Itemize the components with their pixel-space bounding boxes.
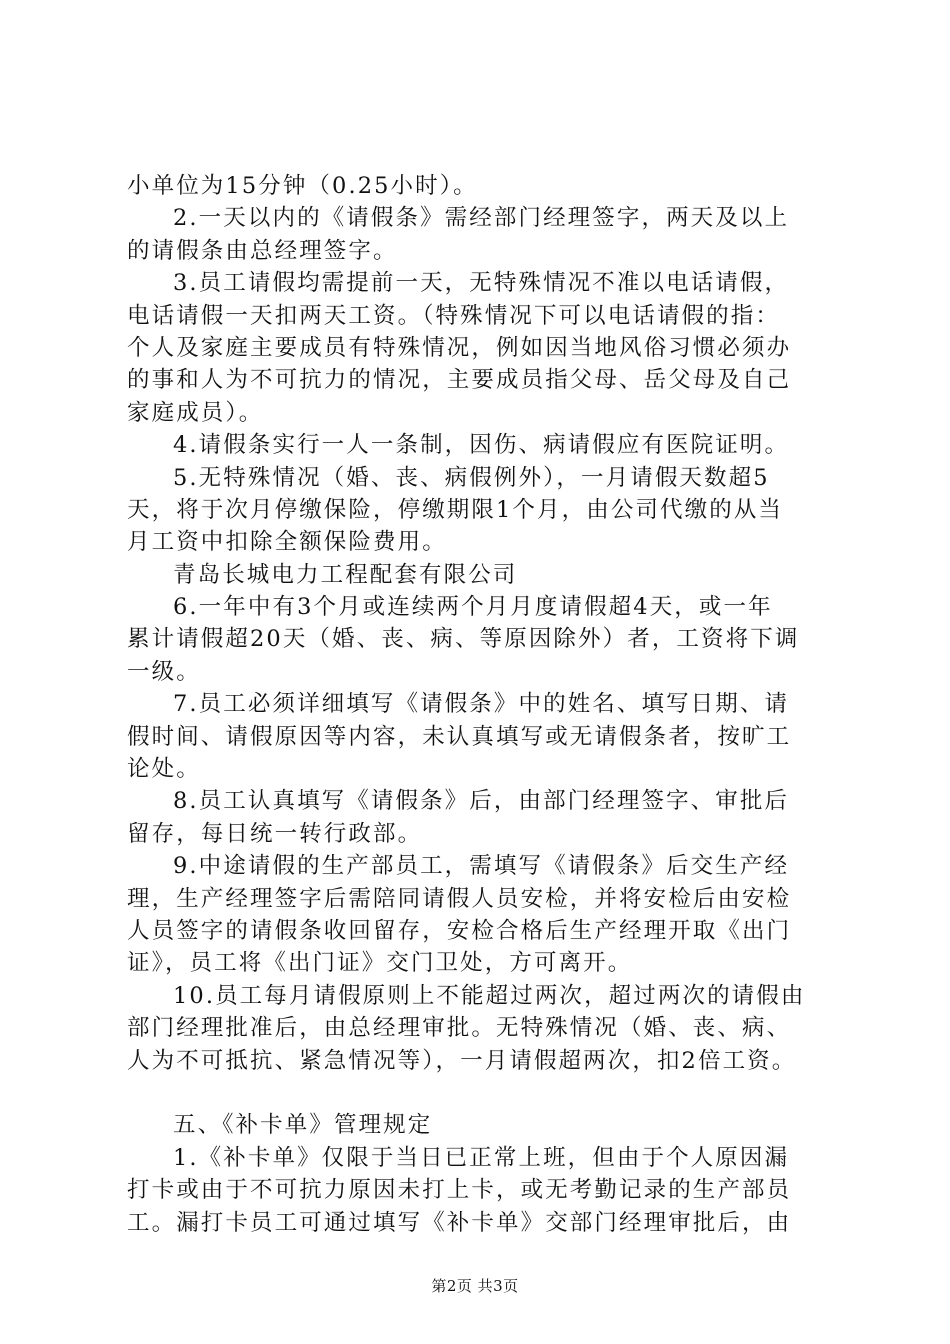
text-line: 理，生产经理签字后需陪同请假人员安检，并将安检后由安检 — [127, 885, 792, 912]
text-line: 1.《补卡单》仅限于当日已正常上班，但由于个人原因漏 — [173, 1144, 790, 1171]
text-line: 电话请假一天扣两天工资。（特殊情况下可以电话请假的指： — [127, 302, 780, 329]
text-line: 论处。 — [127, 756, 201, 783]
document-body — [127, 170, 837, 1239]
company-name: 青岛长城电力工程配套有限公司 — [173, 561, 518, 588]
text-line: 人为不可抵抗、紧急情况等），一月请假超两次，扣2倍工资。 — [127, 1047, 797, 1074]
text-line: 的请假条由总经理签字。 — [127, 237, 398, 264]
text-line: 部门经理批准后，由总经理审批。无特殊情况（婚、丧、病、 — [127, 1015, 792, 1042]
page-number: 第2页 共3页 — [431, 1277, 519, 1295]
text-line: 人员签字的请假条收回留存，安检合格后生产经理开取《出门 — [127, 917, 792, 944]
text-line: 累计请假超20天（婚、丧、病、等原因除外）者，工资将下调 — [127, 626, 800, 653]
text-line: 工。漏打卡员工可通过填写《补卡单》交部门经理审批后，由 — [127, 1209, 792, 1236]
text-line: 5.无特殊情况（婚、丧、病假例外），一月请假天数超5 — [173, 464, 770, 491]
text-line: 证》，员工将《出门证》交门卫处，方可离开。 — [127, 950, 633, 977]
text-line: 家庭成员）。 — [127, 399, 264, 426]
text-line: 7.员工必须详细填写《请假条》中的姓名、填写日期、请 — [173, 691, 790, 718]
text-line: 一级。 — [127, 658, 201, 685]
text-line: 8.员工认真填写《请假条》后，由部门经理签字、审批后 — [173, 788, 790, 815]
paragraph-gap — [127, 1077, 837, 1109]
text-line: 2.一天以内的《请假条》需经部门经理签字，两天及以上 — [173, 205, 790, 232]
text-line: 个人及家庭主要成员有特殊情况，例如因当地风俗习惯必须办 — [127, 334, 792, 361]
text-line: 留存，每日统一转行政部。 — [127, 820, 423, 847]
text-line: 打卡或由于不可抗力原因未打上卡，或无考勤记录的生产部员 — [127, 1177, 792, 1204]
text-line: 9.中途请假的生产部员工，需填写《请假条》后交生产经 — [173, 853, 790, 880]
text-line: 的事和人为不可抗力的情况，主要成员指父母、岳父母及自己 — [127, 367, 792, 394]
text-line: 假时间、请假原因等内容，未认真填写或无请假条者，按旷工 — [127, 723, 792, 750]
page-footer — [0, 1276, 950, 1296]
text-line: 3.员工请假均需提前一天，无特殊情况不准以电话请假， — [173, 270, 790, 297]
text-line: 月工资中扣除全额保险费用。 — [127, 529, 447, 556]
text-line: 6.一年中有3个月或连续两个月月度请假超4天，或一年 — [173, 594, 773, 621]
text-line: 小单位为15分钟（0.25小时）。 — [127, 173, 478, 199]
text-line: 10.员工每月请假原则上不能超过两次，超过两次的请假由 — [173, 982, 806, 1009]
section-heading: 五、《补卡单》管理规定 — [173, 1112, 433, 1139]
text-line: 天，将于次月停缴保险，停缴期限1个月，由公司代缴的从当 — [127, 496, 784, 523]
text-line: 4.请假条实行一人一条制，因伤、病请假应有医院证明。 — [173, 432, 790, 459]
